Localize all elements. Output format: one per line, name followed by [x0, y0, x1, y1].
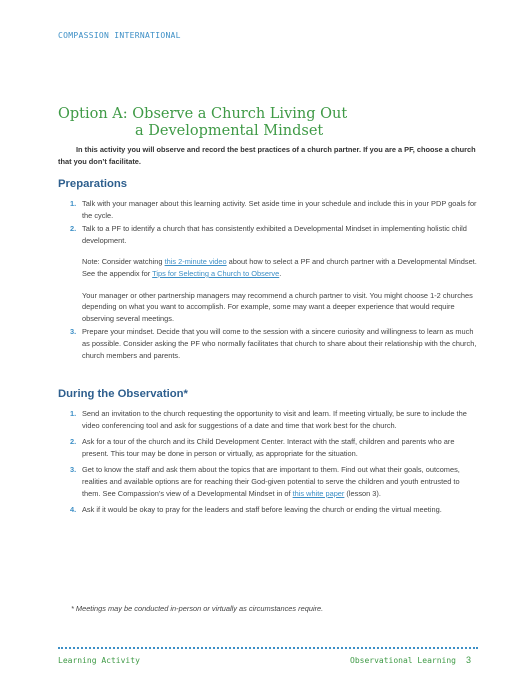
footnote: * Meetings may be conducted in-person or virtually as circumstances require.: [71, 604, 324, 613]
list-item: [58, 436, 478, 459]
list-item: [58, 223, 478, 324]
title-line-2: a Developmental Mindset: [135, 123, 324, 139]
preparations-list: [58, 198, 478, 361]
item-text: Send an invitation to the church requesting the opportunity to visit and learn. If meeting virtually, be sure to include the video conferencing tool and ask for suggestions of a date and time that work best for the church.: [82, 409, 467, 430]
list-item: [58, 326, 478, 361]
item-text: Talk to a PF to identify a church that has consistently exhibited a Developmental Mindset in implementing holistic child development.: [82, 224, 467, 245]
note-text: .: [279, 268, 282, 278]
item-number: 3.: [70, 465, 77, 475]
item-text: (lesson 3).: [344, 488, 381, 498]
item-number: 1.: [70, 199, 77, 208]
item-number: 2.: [70, 224, 77, 234]
running-header: COMPASSION INTERNATIONAL: [58, 31, 181, 40]
item-number: 4.: [70, 505, 77, 515]
observation-list: [58, 408, 478, 516]
list-item: [58, 408, 478, 431]
video-link[interactable]: this 2-minute video: [164, 257, 227, 267]
title-line-1: Option A: Observe a Church Living Out: [58, 106, 348, 122]
page-number: 3: [466, 655, 472, 665]
item-text: Talk with your manager about this learning activity. Set aside time in your schedule and include this in your PDP goals for the cycle.: [82, 199, 477, 220]
item-number: 1.: [70, 409, 77, 418]
footer-left: Learning Activity: [58, 656, 140, 665]
footer-right: Observational Learning: [350, 656, 456, 665]
item-number: 3.: [70, 327, 77, 337]
white-paper-link[interactable]: this white paper: [292, 488, 345, 498]
list-item: [58, 504, 478, 516]
item-text: Ask for a tour of the church and its Child Development Center. Interact with the staff, children and parents who are present. This tour may be done in person or virtually, as appropriate for the situation.: [82, 437, 455, 458]
video-note: [82, 256, 478, 279]
tips-link[interactable]: Tips for Selecting a Church to Observe: [152, 268, 280, 278]
item-text: Get to know the staff and ask them about the topics that are important to them. Find out what their goals, outcomes, realities and available options are for reaching their God-given potential to serve the children and youth entrusted to them. See Compassion’s view of a Developmental Mindset in of: [82, 465, 460, 498]
item-number: 2.: [70, 437, 77, 447]
item-text: Prepare your mindset. Decide that you will come to the session with a sincere curiosity and willingness to learn as much as possible. Consider asking the PF who normally facilitates that church to share about their relationship with the church, church members and parents.: [82, 327, 477, 360]
manager-note: Your manager or other partnership managers may recommend a church partner to visit. You might choose 1-2 churches depending on what you want to accomplish. For example, some may want a deeper experience that would require observing several meetings.: [82, 290, 473, 323]
preparations-heading: Preparations: [58, 178, 128, 190]
intro-paragraph: In this activity you will observe and record the best practices of a church partner. If you are a PF, choose a church that you don’t facilitate.: [58, 145, 476, 166]
list-item: [58, 198, 478, 221]
observation-heading: During the Observation*: [58, 388, 188, 400]
item-text: Ask if it would be okay to pray for the leaders and staff before leaving the church or ending the virtual meeting.: [82, 505, 442, 515]
footer-divider: [58, 647, 478, 649]
note-text: Note: Consider watching: [82, 257, 165, 267]
note-text: about how to select a PF and church partner with a Developmental Mindset. See the appendix for: [82, 257, 477, 278]
list-item: [58, 464, 478, 499]
page-title: [58, 106, 478, 140]
